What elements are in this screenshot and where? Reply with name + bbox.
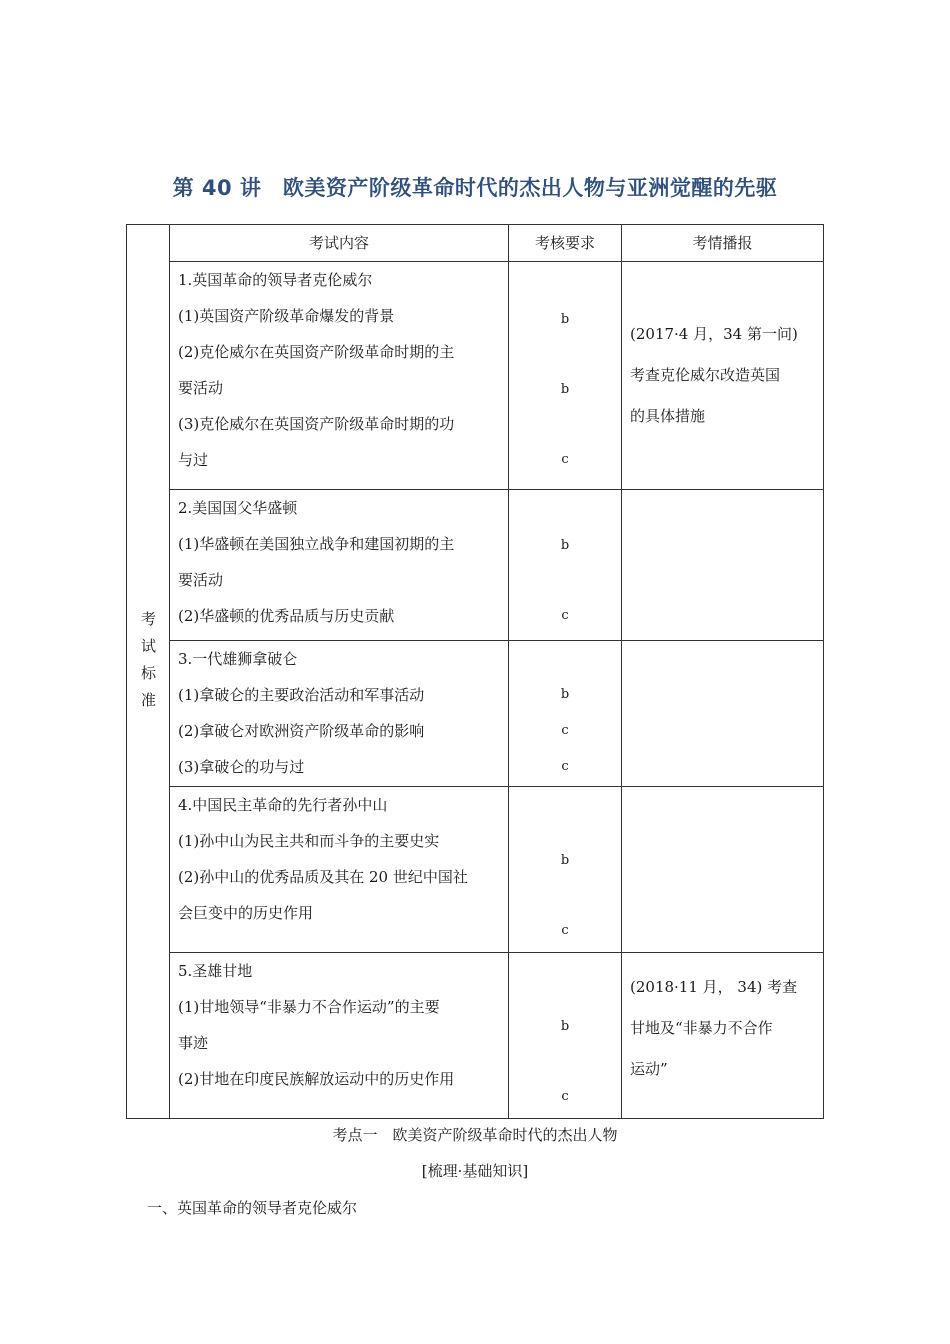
content-cell bbox=[170, 787, 509, 953]
level-cell bbox=[509, 641, 622, 787]
news-line: (2018·11 月， 34) 考查 bbox=[630, 978, 798, 996]
news-cell bbox=[622, 490, 824, 641]
topic-line: (1)孙中山为民主共和而斗争的主要史实 bbox=[178, 832, 440, 850]
level-value: b bbox=[560, 382, 570, 397]
topic-line: 3.一代雄狮拿破仑 bbox=[178, 650, 298, 668]
header-level: 考核要求 bbox=[509, 225, 622, 262]
topic-line: (1)华盛顿在美国独立战争和建国初期的主 bbox=[178, 535, 455, 553]
news-cell bbox=[622, 641, 824, 787]
header-news: 考情播报 bbox=[622, 225, 824, 262]
news-cell bbox=[622, 787, 824, 953]
topic-line: (2)克伦威尔在英国资产阶级革命时期的主 bbox=[178, 343, 455, 361]
table-row bbox=[127, 641, 824, 787]
topic-line: 4.中国民主革命的先行者孙中山 bbox=[178, 796, 388, 814]
level-value: b bbox=[560, 687, 570, 702]
topic-line: 1.英国革命的领导者克伦威尔 bbox=[178, 271, 373, 289]
content-cell bbox=[170, 641, 509, 787]
topic-line: 与过 bbox=[178, 451, 209, 469]
table-header-row bbox=[127, 225, 824, 262]
content-cell bbox=[170, 953, 509, 1119]
news-line: (2017·4 月，34 第一问) bbox=[630, 325, 798, 343]
topic-line: (2)华盛顿的优秀品质与历史贡献 bbox=[178, 607, 395, 625]
side-label-cell bbox=[127, 225, 170, 1119]
side-label: 考试标准 bbox=[139, 611, 157, 719]
header-content: 考试内容 bbox=[170, 225, 509, 262]
news-line: 考查克伦威尔改造英国 bbox=[630, 366, 781, 384]
level-value: b bbox=[560, 1019, 570, 1034]
news-line: 运动” bbox=[630, 1060, 668, 1078]
news-line: 的具体措施 bbox=[630, 407, 706, 425]
news-cell bbox=[622, 262, 824, 490]
topic-line: (2)甘地在印度民族解放运动中的历史作用 bbox=[178, 1070, 455, 1088]
page-title: 第 40 讲 欧美资产阶级革命时代的杰出人物与亚洲觉醒的先驱 bbox=[172, 176, 778, 200]
level-value: c bbox=[561, 452, 569, 467]
level-value: b bbox=[560, 312, 570, 327]
topic-line: 5.圣雄甘地 bbox=[178, 962, 253, 980]
topic-line: 要活动 bbox=[178, 379, 224, 397]
table-row bbox=[127, 490, 824, 641]
table-row bbox=[127, 953, 824, 1119]
content-cell bbox=[170, 490, 509, 641]
topic-line: (2)孙中山的优秀品质及其在 20 世纪中国社 bbox=[178, 868, 468, 886]
level-value: b bbox=[560, 853, 570, 868]
section-heading: 一、英国革命的领导者克伦威尔 bbox=[147, 1199, 358, 1217]
level-value: b bbox=[560, 538, 570, 553]
topic-line: 2.美国国父华盛顿 bbox=[178, 499, 298, 517]
level-value: c bbox=[561, 1089, 569, 1104]
topic-line: (1)拿破仑的主要政治活动和军事活动 bbox=[178, 686, 425, 704]
topic-line: (1)英国资产阶级革命爆发的背景 bbox=[178, 307, 395, 325]
level-cell bbox=[509, 262, 622, 490]
topic-line: (2)拿破仑对欧洲资产阶级革命的影响 bbox=[178, 722, 425, 740]
table-row bbox=[127, 262, 824, 490]
level-cell bbox=[509, 787, 622, 953]
level-value: c bbox=[561, 608, 569, 623]
topic-line: (1)甘地领导“非暴力不合作运动”的主要 bbox=[178, 998, 440, 1016]
content-cell bbox=[170, 262, 509, 490]
topic-line: 会巨变中的历史作用 bbox=[178, 904, 314, 922]
level-value: c bbox=[561, 723, 569, 738]
level-value: c bbox=[561, 759, 569, 774]
topic-line: (3)拿破仑的功与过 bbox=[178, 758, 305, 776]
topic-heading: 考点一 欧美资产阶级革命时代的杰出人物 bbox=[332, 1126, 618, 1144]
level-value: c bbox=[561, 923, 569, 938]
level-cell bbox=[509, 490, 622, 641]
news-line: 甘地及“非暴力不合作 bbox=[630, 1019, 773, 1037]
news-cell bbox=[622, 953, 824, 1119]
level-cell bbox=[509, 953, 622, 1119]
topic-line: (3)克伦威尔在英国资产阶级革命时期的功 bbox=[178, 415, 455, 433]
topic-line: 要活动 bbox=[178, 571, 224, 589]
table-row bbox=[127, 787, 824, 953]
exam-standard-table bbox=[126, 224, 824, 1119]
sub-heading: [梳理·基础知识] bbox=[421, 1162, 529, 1180]
topic-line: 事迹 bbox=[178, 1034, 209, 1052]
